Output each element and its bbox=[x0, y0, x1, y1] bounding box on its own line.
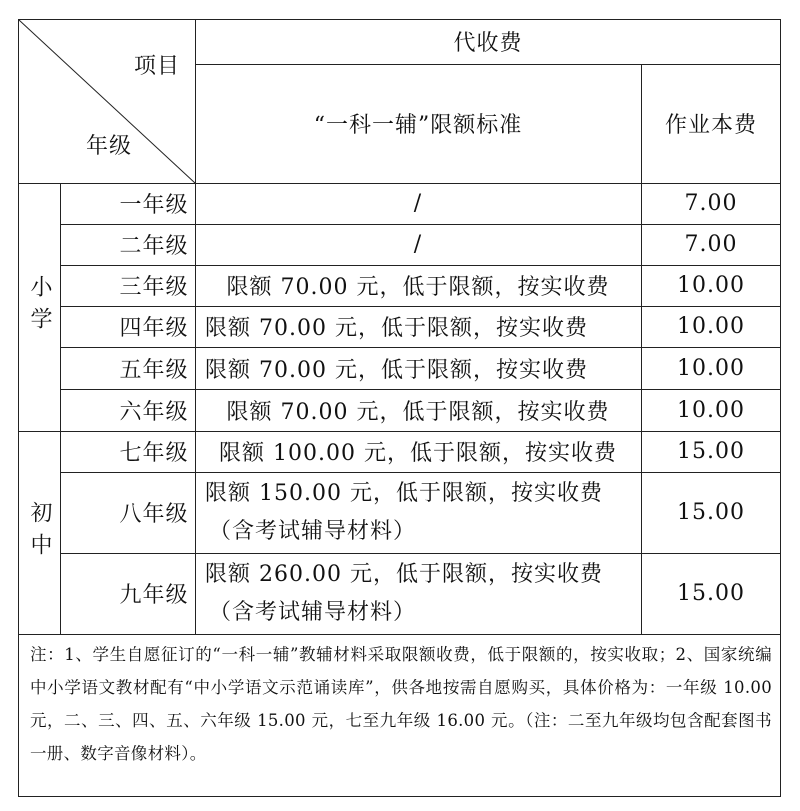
grade-cell: 九年级 bbox=[119, 583, 189, 608]
standard-cell: 限额 70.00 元，低于限额，按实收费 bbox=[226, 275, 610, 300]
fee-cell: 15.00 bbox=[677, 581, 745, 606]
grade-header: 年级 bbox=[85, 133, 132, 159]
grade-cell: 六年级 bbox=[119, 399, 189, 425]
standard-header: “一科一辅”限额标准 bbox=[313, 113, 523, 138]
standard-cell: 限额 70.00 元，低于限额，按实收费 bbox=[205, 316, 588, 341]
fee-cell: 15.00 bbox=[677, 500, 745, 525]
fee-cell: 15.00 bbox=[677, 439, 745, 464]
fee-cell: 7.00 bbox=[684, 232, 738, 257]
standard-text: 限额 150.00 元，低于限额，按实收费 bbox=[205, 480, 603, 506]
standard-note: （含考试辅导材料） bbox=[209, 599, 417, 625]
table-footnote: 注：1、学生自愿征订的“一科一辅”教辅材料采取限额收费，低于限额的，按实收取；2、国家统编中小学语文教材配有“中小学语文示范诵读库”，供各地按需自愿购买，具体价格为：一年级 10.00 元，二、三、四、五、六年级 15.00 元，七至九年级 16.00 元。（注：二至九年级均包含配套图书一册、数字音像材料）。 bbox=[30, 645, 772, 763]
standard-note: （含考试辅导材料） bbox=[209, 518, 417, 544]
standard-cell: 限额 70.00 元，低于限额，按实收费 bbox=[205, 357, 588, 383]
standard-cell: 限额 70.00 元，低于限额，按实收费 bbox=[226, 399, 610, 425]
fee-cell: 7.00 bbox=[684, 191, 738, 216]
collection-header: 代收费 bbox=[453, 31, 523, 56]
fee-cell: 10.00 bbox=[677, 397, 745, 423]
grade-cell: 二年级 bbox=[119, 234, 189, 259]
grade-cell: 八年级 bbox=[119, 502, 189, 527]
standard-cell: / bbox=[413, 191, 423, 216]
grade-cell: 五年级 bbox=[119, 357, 189, 383]
standard-text: 限额 260.00 元，低于限额，按实收费 bbox=[205, 561, 603, 587]
fee-cell: 10.00 bbox=[677, 314, 745, 339]
grade-cell: 三年级 bbox=[119, 275, 189, 300]
fee-cell: 10.00 bbox=[677, 273, 745, 298]
grade-cell: 四年级 bbox=[119, 316, 189, 341]
junior-school-text: 初中 bbox=[27, 500, 52, 565]
standard-cell: / bbox=[413, 232, 423, 257]
standard-cell bbox=[205, 553, 641, 634]
workbook-header: 作业本费 bbox=[664, 113, 757, 138]
standard-cell: 限额 100.00 元，低于限额，按实收费 bbox=[219, 441, 617, 466]
primary-school-text: 小学 bbox=[27, 275, 52, 339]
junior-school-label bbox=[18, 431, 60, 634]
item-header: 项目 bbox=[133, 53, 180, 79]
standard-cell bbox=[205, 472, 641, 553]
fee-cell: 10.00 bbox=[677, 355, 745, 381]
grade-cell: 一年级 bbox=[119, 193, 189, 218]
primary-school-label bbox=[18, 183, 60, 431]
grade-cell: 七年级 bbox=[119, 441, 189, 466]
